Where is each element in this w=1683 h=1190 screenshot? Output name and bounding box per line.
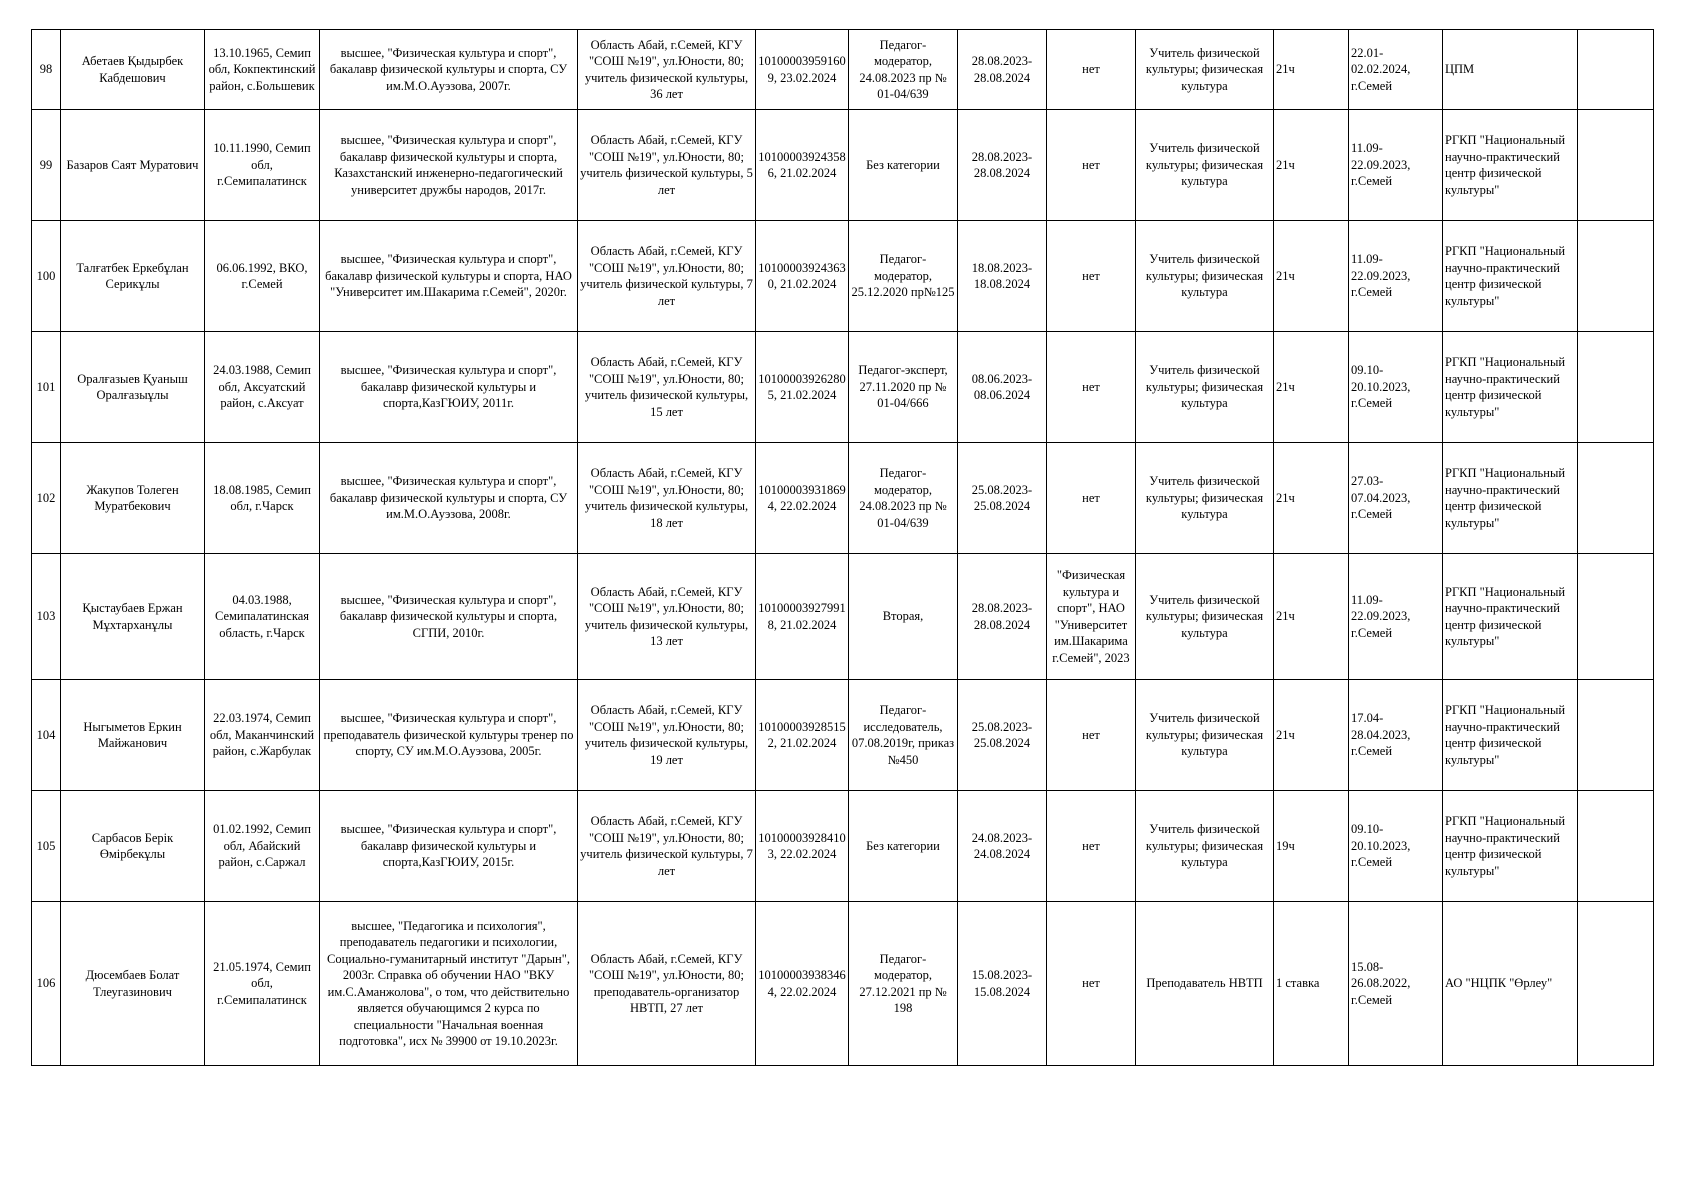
validity-period-cell: 24.08.2023-24.08.2024 bbox=[958, 791, 1047, 902]
birth-info-cell: 13.10.1965, Семип обл, Кокпектинский район, с.Большевик bbox=[205, 30, 320, 110]
row-number-cell: 105 bbox=[32, 791, 61, 902]
workplace-cell: Область Абай, г.Семей, КГУ "СОШ №19", ул.Юности, 80; учитель физической культуры, 15 лет bbox=[578, 332, 756, 443]
retraining-cell: нет bbox=[1047, 30, 1136, 110]
document-number-cell: 101000039262805, 21.02.2024 bbox=[756, 332, 849, 443]
workload-hours-cell: 21ч bbox=[1274, 30, 1349, 110]
course-dates-cell: 27.03-07.04.2023, г.Семей bbox=[1349, 443, 1443, 554]
education-cell: высшее, "Физическая культура и спорт", бакалавр физической культуры и спорта, НАО "Университет им.Шакарима г.Семей", 2020г. bbox=[320, 221, 578, 332]
retraining-cell: нет bbox=[1047, 902, 1136, 1066]
course-organization-cell: РГКП "Национальный научно-практический центр физической культуры" bbox=[1443, 110, 1578, 221]
empty-cell-cell bbox=[1578, 791, 1654, 902]
validity-period-cell: 08.06.2023-08.06.2024 bbox=[958, 332, 1047, 443]
workplace-cell: Область Абай, г.Семей, КГУ "СОШ №19", ул.Юности, 80; преподаватель-организатор НВТП, 27 лет bbox=[578, 902, 756, 1066]
course-organization-cell: РГКП "Национальный научно-практический центр физической культуры" bbox=[1443, 554, 1578, 680]
qualification-category-cell: Без категории bbox=[849, 791, 958, 902]
birth-info-cell: 01.02.1992, Семип обл, Абайский район, с.Саржал bbox=[205, 791, 320, 902]
table-row bbox=[32, 332, 1654, 443]
document-number-cell: 101000039279918, 21.02.2024 bbox=[756, 554, 849, 680]
education-cell: высшее, "Педагогика и психология", преподаватель педагогики и психологии, Социально-гуманитарный институт "Дарын", 2003г. Справка об обучении НАО "ВКУ им.С.Аманжолова", о том, что действительно является обучающимся 2 курса по специальности "Начальная военная подготовка", исх № 39900 от 19.10.2023г. bbox=[320, 902, 578, 1066]
validity-period-cell: 25.08.2023-25.08.2024 bbox=[958, 443, 1047, 554]
full-name-cell: Дюсембаев Болат Тлеугазинович bbox=[61, 902, 205, 1066]
table-row bbox=[32, 221, 1654, 332]
empty-cell-cell bbox=[1578, 554, 1654, 680]
table-row bbox=[32, 680, 1654, 791]
full-name-cell: Жакупов Толеген Муратбекович bbox=[61, 443, 205, 554]
birth-info-cell: 04.03.1988, Семипалатинская область, г.Чарск bbox=[205, 554, 320, 680]
birth-info-cell: 22.03.1974, Семип обл, Маканчинский район, с.Жарбулак bbox=[205, 680, 320, 791]
validity-period-cell: 28.08.2023-28.08.2024 bbox=[958, 30, 1047, 110]
full-name-cell: Базаров Саят Муратович bbox=[61, 110, 205, 221]
workplace-cell: Область Абай, г.Семей, КГУ "СОШ №19", ул.Юности, 80; учитель физической культуры, 5 лет bbox=[578, 110, 756, 221]
position-cell: Учитель физической культуры; физическая культура bbox=[1136, 30, 1274, 110]
course-dates-cell: 15.08-26.08.2022, г.Семей bbox=[1349, 902, 1443, 1066]
qualification-category-cell: Педагог-исследователь, 07.08.2019г, приказ №450 bbox=[849, 680, 958, 791]
workplace-cell: Область Абай, г.Семей, КГУ "СОШ №19", ул.Юности, 80; учитель физической культуры, 7 лет bbox=[578, 791, 756, 902]
retraining-cell: "Физическая культура и спорт", НАО "Университет им.Шакарима г.Семей", 2023 bbox=[1047, 554, 1136, 680]
course-organization-cell: РГКП "Национальный научно-практический центр физической культуры" bbox=[1443, 791, 1578, 902]
position-cell: Учитель физической культуры; физическая культура bbox=[1136, 221, 1274, 332]
document-number-cell: 101000039318694, 22.02.2024 bbox=[756, 443, 849, 554]
qualification-category-cell: Без категории bbox=[849, 110, 958, 221]
retraining-cell: нет bbox=[1047, 110, 1136, 221]
workload-hours-cell: 21ч bbox=[1274, 332, 1349, 443]
workload-hours-cell: 21ч bbox=[1274, 443, 1349, 554]
document-number-cell: 101000039591609, 23.02.2024 bbox=[756, 30, 849, 110]
position-cell: Учитель физической культуры; физическая культура bbox=[1136, 110, 1274, 221]
workplace-cell: Область Абай, г.Семей, КГУ "СОШ №19", ул.Юности, 80; учитель физической культуры, 19 лет bbox=[578, 680, 756, 791]
retraining-cell: нет bbox=[1047, 332, 1136, 443]
position-cell: Учитель физической культуры; физическая культура bbox=[1136, 680, 1274, 791]
birth-info-cell: 24.03.1988, Семип обл, Аксуатский район, с.Аксуат bbox=[205, 332, 320, 443]
birth-info-cell: 21.05.1974, Семип обл, г.Семипалатинск bbox=[205, 902, 320, 1066]
empty-cell-cell bbox=[1578, 110, 1654, 221]
education-cell: высшее, "Физическая культура и спорт", бакалавр физической культуры и спорта, СУ им.М.О.Ауэзова, 2008г. bbox=[320, 443, 578, 554]
validity-period-cell: 25.08.2023-25.08.2024 bbox=[958, 680, 1047, 791]
table-row bbox=[32, 902, 1654, 1066]
course-dates-cell: 09.10-20.10.2023, г.Семей bbox=[1349, 791, 1443, 902]
document-number-cell: 101000039284103, 22.02.2024 bbox=[756, 791, 849, 902]
course-organization-cell: ЦПМ bbox=[1443, 30, 1578, 110]
education-cell: высшее, "Физическая культура и спорт", бакалавр физической культуры и спорта,КазГЮИУ, 2011г. bbox=[320, 332, 578, 443]
row-number-cell: 103 bbox=[32, 554, 61, 680]
full-name-cell: Қыстаубаев Ержан Мұхтарханұлы bbox=[61, 554, 205, 680]
course-dates-cell: 11.09-22.09.2023, г.Семей bbox=[1349, 554, 1443, 680]
validity-period-cell: 28.08.2023-28.08.2024 bbox=[958, 554, 1047, 680]
position-cell: Учитель физической культуры; физическая культура bbox=[1136, 332, 1274, 443]
course-dates-cell: 11.09-22.09.2023, г.Семей bbox=[1349, 221, 1443, 332]
full-name-cell: Абетаев Қыдырбек Кабдешович bbox=[61, 30, 205, 110]
full-name-cell: Ныгыметов Еркин Майжанович bbox=[61, 680, 205, 791]
workplace-cell: Область Абай, г.Семей, КГУ "СОШ №19", ул.Юности, 80; учитель физической культуры, 18 лет bbox=[578, 443, 756, 554]
empty-cell-cell bbox=[1578, 221, 1654, 332]
position-cell: Учитель физической культуры; физическая культура bbox=[1136, 443, 1274, 554]
education-cell: высшее, "Физическая культура и спорт", бакалавр физической культуры и спорта, СГПИ, 2010г. bbox=[320, 554, 578, 680]
course-organization-cell: АО "НЦПК "Өрлеу" bbox=[1443, 902, 1578, 1066]
course-organization-cell: РГКП "Национальный научно-практический центр физической культуры" bbox=[1443, 443, 1578, 554]
position-cell: Учитель физической культуры; физическая культура bbox=[1136, 791, 1274, 902]
empty-cell-cell bbox=[1578, 443, 1654, 554]
qualification-category-cell: Педагог-модератор, 27.12.2021 пр № 198 bbox=[849, 902, 958, 1066]
full-name-cell: Сарбасов Берік Өмірбекұлы bbox=[61, 791, 205, 902]
validity-period-cell: 28.08.2023-28.08.2024 bbox=[958, 110, 1047, 221]
education-cell: высшее, "Физическая культура и спорт", бакалавр физической культуры и спорта, СУ им.М.О.Ауэзова, 2007г. bbox=[320, 30, 578, 110]
birth-info-cell: 18.08.1985, Семип обл, г.Чарск bbox=[205, 443, 320, 554]
table-row bbox=[32, 30, 1654, 110]
birth-info-cell: 06.06.1992, ВКО, г.Семей bbox=[205, 221, 320, 332]
workload-hours-cell: 21ч bbox=[1274, 221, 1349, 332]
validity-period-cell: 15.08.2023-15.08.2024 bbox=[958, 902, 1047, 1066]
workload-hours-cell: 21ч bbox=[1274, 680, 1349, 791]
row-number-cell: 98 bbox=[32, 30, 61, 110]
empty-cell-cell bbox=[1578, 30, 1654, 110]
course-dates-cell: 22.01-02.02.2024, г.Семей bbox=[1349, 30, 1443, 110]
staff-table bbox=[31, 29, 1654, 1066]
full-name-cell: Оралғазыев Қуаныш Оралғазыұлы bbox=[61, 332, 205, 443]
table-row bbox=[32, 554, 1654, 680]
qualification-category-cell: Педагог-модератор, 24.08.2023 пр № 01-04/639 bbox=[849, 30, 958, 110]
qualification-category-cell: Педагог-модератор, 24.08.2023 пр № 01-04/639 bbox=[849, 443, 958, 554]
workload-hours-cell: 19ч bbox=[1274, 791, 1349, 902]
course-dates-cell: 09.10-20.10.2023, г.Семей bbox=[1349, 332, 1443, 443]
qualification-category-cell: Вторая, bbox=[849, 554, 958, 680]
course-organization-cell: РГКП "Национальный научно-практический центр физической культуры" bbox=[1443, 680, 1578, 791]
retraining-cell: нет bbox=[1047, 221, 1136, 332]
table-row bbox=[32, 110, 1654, 221]
table-body bbox=[32, 30, 1654, 1066]
empty-cell-cell bbox=[1578, 332, 1654, 443]
table-row bbox=[32, 443, 1654, 554]
row-number-cell: 101 bbox=[32, 332, 61, 443]
row-number-cell: 99 bbox=[32, 110, 61, 221]
qualification-category-cell: Педагог-модератор, 25.12.2020 пр№125 bbox=[849, 221, 958, 332]
document-number-cell: 101000039243586, 21.02.2024 bbox=[756, 110, 849, 221]
document-number-cell: 101000039285152, 21.02.2024 bbox=[756, 680, 849, 791]
row-number-cell: 102 bbox=[32, 443, 61, 554]
document-number-cell: 101000039383464, 22.02.2024 bbox=[756, 902, 849, 1066]
row-number-cell: 106 bbox=[32, 902, 61, 1066]
birth-info-cell: 10.11.1990, Семип обл, г.Семипалатинск bbox=[205, 110, 320, 221]
course-dates-cell: 11.09-22.09.2023, г.Семей bbox=[1349, 110, 1443, 221]
education-cell: высшее, "Физическая культура и спорт", преподаватель физической культуры тренер по спорту, СУ им.М.О.Ауэзова, 2005г. bbox=[320, 680, 578, 791]
qualification-category-cell: Педагог-эксперт, 27.11.2020 пр № 01-04/666 bbox=[849, 332, 958, 443]
workplace-cell: Область Абай, г.Семей, КГУ "СОШ №19", ул.Юности, 80; учитель физической культуры, 7 лет bbox=[578, 221, 756, 332]
position-cell: Учитель физической культуры; физическая культура bbox=[1136, 554, 1274, 680]
course-dates-cell: 17.04-28.04.2023, г.Семей bbox=[1349, 680, 1443, 791]
course-organization-cell: РГКП "Национальный научно-практический центр физической культуры" bbox=[1443, 221, 1578, 332]
retraining-cell: нет bbox=[1047, 791, 1136, 902]
row-number-cell: 100 bbox=[32, 221, 61, 332]
position-cell: Преподаватель НВТП bbox=[1136, 902, 1274, 1066]
row-number-cell: 104 bbox=[32, 680, 61, 791]
workload-hours-cell: 21ч bbox=[1274, 110, 1349, 221]
education-cell: высшее, "Физическая культура и спорт", бакалавр физической культуры и спорта, Казахстанский инженерно-педагогический университет дружбы народов, 2017г. bbox=[320, 110, 578, 221]
retraining-cell: нет bbox=[1047, 443, 1136, 554]
full-name-cell: Талғатбек Еркебұлан Серикұлы bbox=[61, 221, 205, 332]
course-organization-cell: РГКП "Национальный научно-практический центр физической культуры" bbox=[1443, 332, 1578, 443]
education-cell: высшее, "Физическая культура и спорт", бакалавр физической культуры и спорта,КазГЮИУ, 2015г. bbox=[320, 791, 578, 902]
document-number-cell: 101000039243630, 21.02.2024 bbox=[756, 221, 849, 332]
workplace-cell: Область Абай, г.Семей, КГУ "СОШ №19", ул.Юности, 80; учитель физической культуры, 13 лет bbox=[578, 554, 756, 680]
retraining-cell: нет bbox=[1047, 680, 1136, 791]
workload-hours-cell: 1 ставка bbox=[1274, 902, 1349, 1066]
empty-cell-cell bbox=[1578, 902, 1654, 1066]
empty-cell-cell bbox=[1578, 680, 1654, 791]
workload-hours-cell: 21ч bbox=[1274, 554, 1349, 680]
validity-period-cell: 18.08.2023-18.08.2024 bbox=[958, 221, 1047, 332]
workplace-cell: Область Абай, г.Семей, КГУ "СОШ №19", ул.Юности, 80; учитель физической культуры, 36 лет bbox=[578, 30, 756, 110]
table-row bbox=[32, 791, 1654, 902]
